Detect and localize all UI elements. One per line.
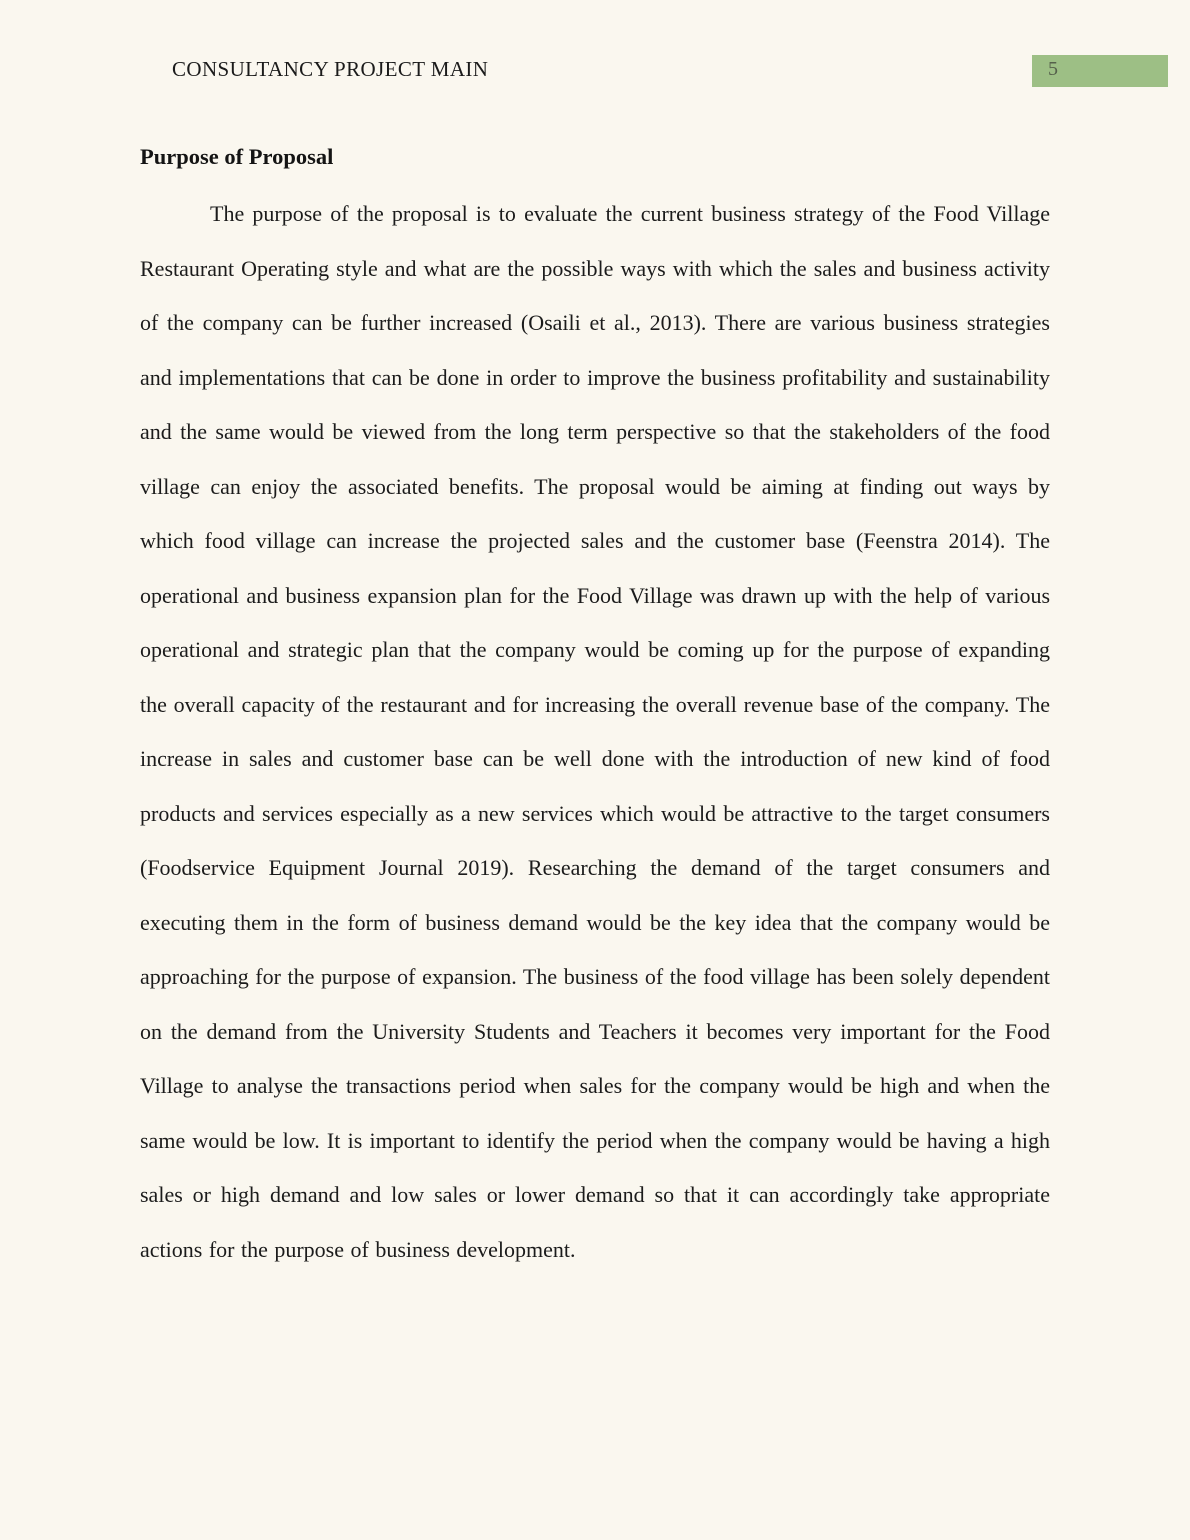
page-body xyxy=(0,143,1190,1277)
page-header xyxy=(0,0,1190,87)
page-number-badge xyxy=(1032,55,1168,87)
running-head: CONSULTANCY PROJECT MAIN xyxy=(172,57,489,81)
body-paragraph: The purpose of the proposal is to evaluate the current business strategy of the Food Village Restaurant Operating style and what are the possible ways with which the sales and business activity of the company can be further increased (Osaili et al., 2013). There are various business strategies and implementations that can be done in order to improve the business profitability and sustainability and the same would be viewed from the long term perspective so that the stakeholders of the food village can enjoy the associated benefits. The proposal would be aiming at finding out ways by which food village can increase the projected sales and the customer base (Feenstra 2014). The operational and business expansion plan for the Food Village was drawn up with the help of various operational and strategic plan that the company would be coming up for the purpose of expanding the overall capacity of the restaurant and for increasing the overall revenue base of the company. The increase in sales and customer base can be well done with the introduction of new kind of food products and services especially as a new services which would be attractive to the target consumers (Foodservice Equipment Journal 2019). Researching the demand of the target consumers and executing them in the form of business demand would be the key idea that the company would be approaching for the purpose of expansion. The business of the food village has been solely dependent on the demand from the University Students and Teachers it becomes very important for the Food Village to analyse the transactions period when sales for the company would be high and when the same would be low. It is important to identify the period when the company would be having a high sales or high demand and low sales or lower demand so that it can accordingly take appropriate actions for the purpose of business development. xyxy=(140,201,1050,1262)
page-number: 5 xyxy=(1048,58,1058,80)
section-heading: Purpose of Proposal xyxy=(140,144,334,169)
